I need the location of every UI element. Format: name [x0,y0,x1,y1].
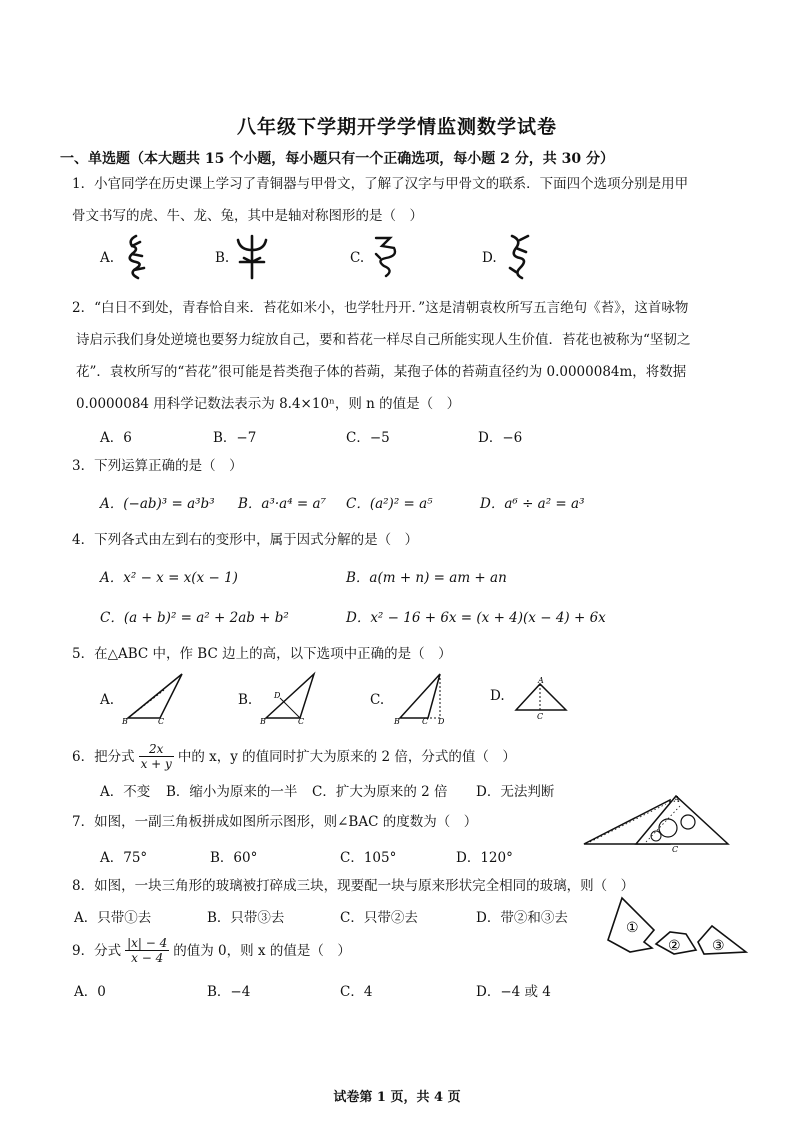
question-5-stem: 5．在△ABC 中，作 BC 边上的高，以下选项中正确的是（ ） [72,646,452,662]
q6-numerator: 2x [139,742,174,757]
oracle-ox-glyph [232,232,272,280]
q5-option-d: D. [490,688,505,704]
q9-post: 的值为 0，则 x 的值是（ ） [173,942,351,959]
q1-option-a: A. [100,250,115,266]
q5-option-c: C. [370,692,385,708]
question-2-line-2: 诗启示我们身处逆境也要努力绽放自己，要和苔花一样尽自己所能实现人生价值．苔花也被称为“坚韧之 [76,332,691,348]
q9-fraction [125,936,169,965]
q8-piece-3-label: ③ [712,938,725,954]
q4-option-c: C．(a + b)² = a² + 2ab + b² [100,610,289,626]
q2-option-a: A．6 [100,430,132,446]
question-1-line-1: 1．小官同学在历史课上学习了青铜器与甲骨文，了解了汉字与甲骨文的联系．下面四个选项分别是用甲 [72,176,689,192]
q5b-label-b: B [260,717,266,724]
q3-option-b: B．a³·a⁴ = a⁷ [238,496,326,512]
q1-option-c: C. [350,250,365,266]
q5a-label-b: B [122,717,128,724]
question-3-stem: 3．下列运算正确的是（ ） [72,458,243,474]
q6-post: 中的 x，y 的值同时扩大为原来的 2 倍，分式的值（ ） [177,748,516,765]
q4-option-b: B．a(m + n) = am + an [346,570,507,586]
q9-option-a: A．0 [74,984,106,1000]
q5c-label-d: D [438,717,445,724]
q9-pre: 9．分式 [72,942,122,959]
q5b-label-c: C [298,717,305,724]
oracle-tiger-glyph [118,232,154,280]
q5b-label-d: D [274,691,281,700]
q5-figure-c [392,668,462,724]
q5-figure-d [510,676,574,720]
question-9-stem [72,936,732,965]
q5a-label-c: C [158,717,165,724]
q6-fraction [139,742,174,771]
q6-option-b: B．缩小为原来的一半 [166,784,298,800]
oracle-rabbit-glyph [500,232,534,280]
question-2-line-4: 0.0000084 用科学记数法表示为 8.4×10ⁿ，则 n 的值是（ ） [76,396,461,412]
q6-option-d: D．无法判断 [476,784,555,800]
q3-option-c: C．(a²)² = a⁵ [346,496,433,512]
q9-numerator: |x| − 4 [127,936,168,950]
q5c-label-b: B [394,717,400,724]
q4-option-a: A．x² − x = x(x − 1) [100,570,238,586]
q6-option-c: C．扩大为原来的 2 倍 [312,784,448,800]
q5-figure-a [120,668,190,724]
q9-denominator: x − 4 [131,951,164,965]
q4-option-d: D．x² − 16 + 6x = (x + 4)(x − 4) + 6x [346,610,606,626]
q2-option-c: C．−5 [346,430,390,446]
q7-label-a: A [674,795,680,804]
q8-piece-1-label: ① [626,920,639,936]
page-title: 八年级下学期开学学情监测数学试卷 [236,116,557,138]
q5-option-a: A. [100,692,115,708]
question-7-stem: 7．如图，一副三角板拼成如图所示图形，则∠BAC 的度数为（ ） [72,814,478,830]
q5d-label-c: C [537,712,544,720]
q8-option-c: C．只带②去 [340,910,418,926]
q8-option-d: D．带②和③去 [476,910,568,926]
page-footer: 试卷第 1 页，共 4 页 [333,1090,461,1105]
q6-pre: 6．把分式 [72,748,135,765]
question-1-line-2: 骨文书写的虎、牛、龙、兔，其中是轴对称图形的是（ ） [72,208,423,224]
question-8-stem: 8．如图，一块三角形的玻璃被打碎成三块，现要配一块与原来形状完全相同的玻璃，则（ ） [72,878,635,894]
q2-option-b: B．−7 [213,430,257,446]
q7-option-d: D．120° [456,850,513,866]
q6-option-a: A．不变 [100,784,151,800]
q6-denominator: x + y [140,757,172,771]
q9-option-b: B．−4 [207,984,251,1000]
question-6-stem [72,742,732,771]
oracle-dragon-glyph [368,232,402,280]
q5-figure-b [258,668,328,724]
q7-option-a: A．75° [100,850,148,866]
q9-option-c: C．4 [340,984,373,1000]
q7-option-c: C．105° [340,850,397,866]
question-2-line-3: 花”．袁枚所写的“苔花”很可能是苔类孢子体的苔蒴，某孢子体的苔蒴直径约为 0.0000084m，将数据 [76,364,687,380]
q8-piece-2-label: ② [668,938,681,954]
q7-triangle-set-figure [580,792,740,852]
section-heading: 一、单选题（本大题共 15 个小题，每小题只有一个正确选项，每小题 2 分，共 30 分） [60,151,614,167]
q7-label-c: C [672,845,679,852]
q5-option-b: B. [238,692,253,708]
q1-option-b: B. [215,250,230,266]
q5d-label-a: A [538,676,544,685]
question-4-stem: 4．下列各式由左到右的变形中，属于因式分解的是（ ） [72,532,419,548]
q3-option-a: A．(−ab)³ = a³b³ [100,496,215,512]
q1-option-d: D. [482,250,497,266]
question-2-line-1: 2．“白日不到处，青春恰自来．苔花如米小，也学牡丹开．”这是清朝袁枚所写五言绝句《苔》，这首咏物 [72,300,689,316]
q8-option-b: B．只带③去 [207,910,285,926]
q3-option-d: D．a⁶ ÷ a² = a³ [480,496,585,512]
q2-option-d: D．−6 [478,430,523,446]
q9-option-d: D．−4 或 4 [476,984,551,1000]
q8-option-a: A．只带①去 [74,910,152,926]
q5c-label-c: C [422,717,429,724]
q7-option-b: B．60° [210,850,258,866]
